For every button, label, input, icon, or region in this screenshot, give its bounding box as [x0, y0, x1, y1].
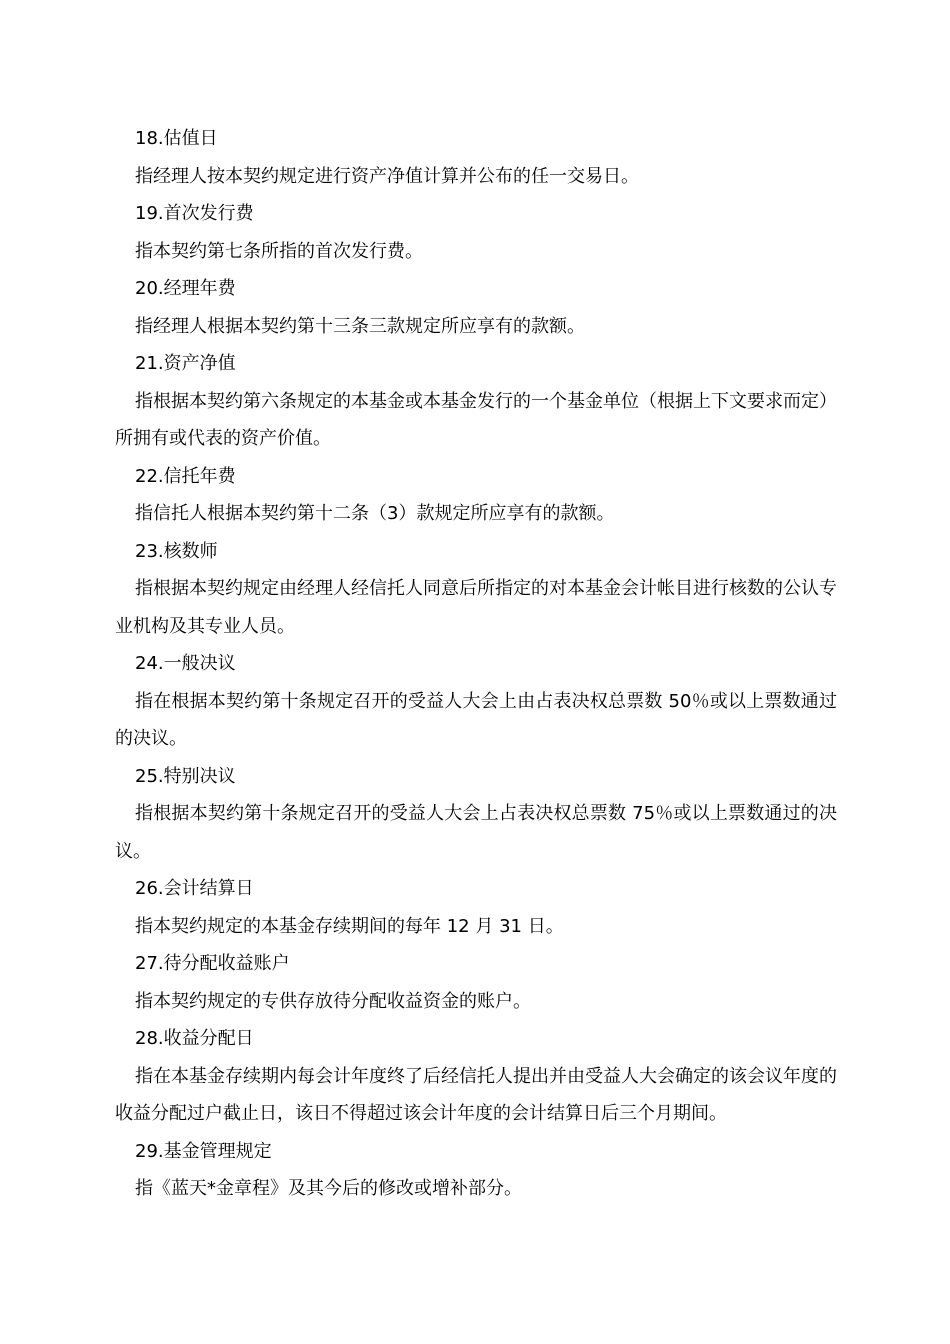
term-definition-26: 指本契约规定的本基金存续期间的每年 12 月 31 日。	[135, 915, 564, 937]
term-heading-22: 22.信托年费	[135, 465, 236, 487]
term-heading-27: 27.待分配收益账户	[135, 953, 290, 974]
term-definition-27: 指本契约规定的专供存放待分配收益资金的账户。	[135, 990, 531, 1012]
term-heading-21: 21.资产净值	[135, 353, 236, 374]
term-heading-19: 19.首次发行费	[135, 203, 254, 224]
term-heading-26: 26.会计结算日	[135, 878, 254, 899]
term-definition-24: 指在根据本契约第十条规定召开的受益人大会上由占表决权总票数 50％或以上票数通过的决议。	[115, 690, 837, 749]
term-definition-19: 指本契约第七条所指的首次发行费。	[135, 240, 423, 262]
term-heading-20: 20.经理年费	[135, 278, 236, 299]
term-definition-20: 指经理人根据本契约第十三条三款规定所应享有的款额。	[135, 315, 585, 337]
term-definition-18: 指经理人按本契约规定进行资产净值计算并公布的任一交易日。	[135, 165, 639, 187]
term-heading-18: 18.估值日	[135, 128, 218, 149]
term-definition-21: 指根据本契约第六条规定的本基金或本基金发行的一个基金单位（根据上下文要求而定）所拥有或代表的资产价值。	[115, 390, 837, 449]
term-definition-25: 指根据本契约第十条规定召开的受益人大会上占表决权总票数 75％或以上票数通过的决议。	[115, 803, 837, 862]
term-definition-29: 指《蓝天*金章程》及其今后的修改或增补部分。	[135, 1178, 522, 1199]
term-heading-25: 25.特别决议	[135, 765, 236, 787]
term-heading-23: 23.核数师	[135, 540, 218, 562]
term-heading-24: 24.一般决议	[135, 653, 236, 674]
definitions-list	[115, 120, 837, 1208]
term-definition-23: 指根据本契约规定由经理人经信托人同意后所指定的对本基金会计帐目进行核数的公认专业机构及其专业人员。	[115, 578, 837, 637]
term-heading-29: 29.基金管理规定	[135, 1140, 272, 1162]
term-definition-22: 指信托人根据本契约第十二条（3）款规定所应享有的款额。	[135, 503, 615, 524]
term-heading-28: 28.收益分配日	[135, 1028, 254, 1049]
term-definition-28: 指在本基金存续期内每会计年度终了后经信托人提出并由受益人大会确定的该会议年度的收益分配过户截止日，该日不得超过该会计年度的会计结算日后三个月期间。	[115, 1065, 837, 1124]
